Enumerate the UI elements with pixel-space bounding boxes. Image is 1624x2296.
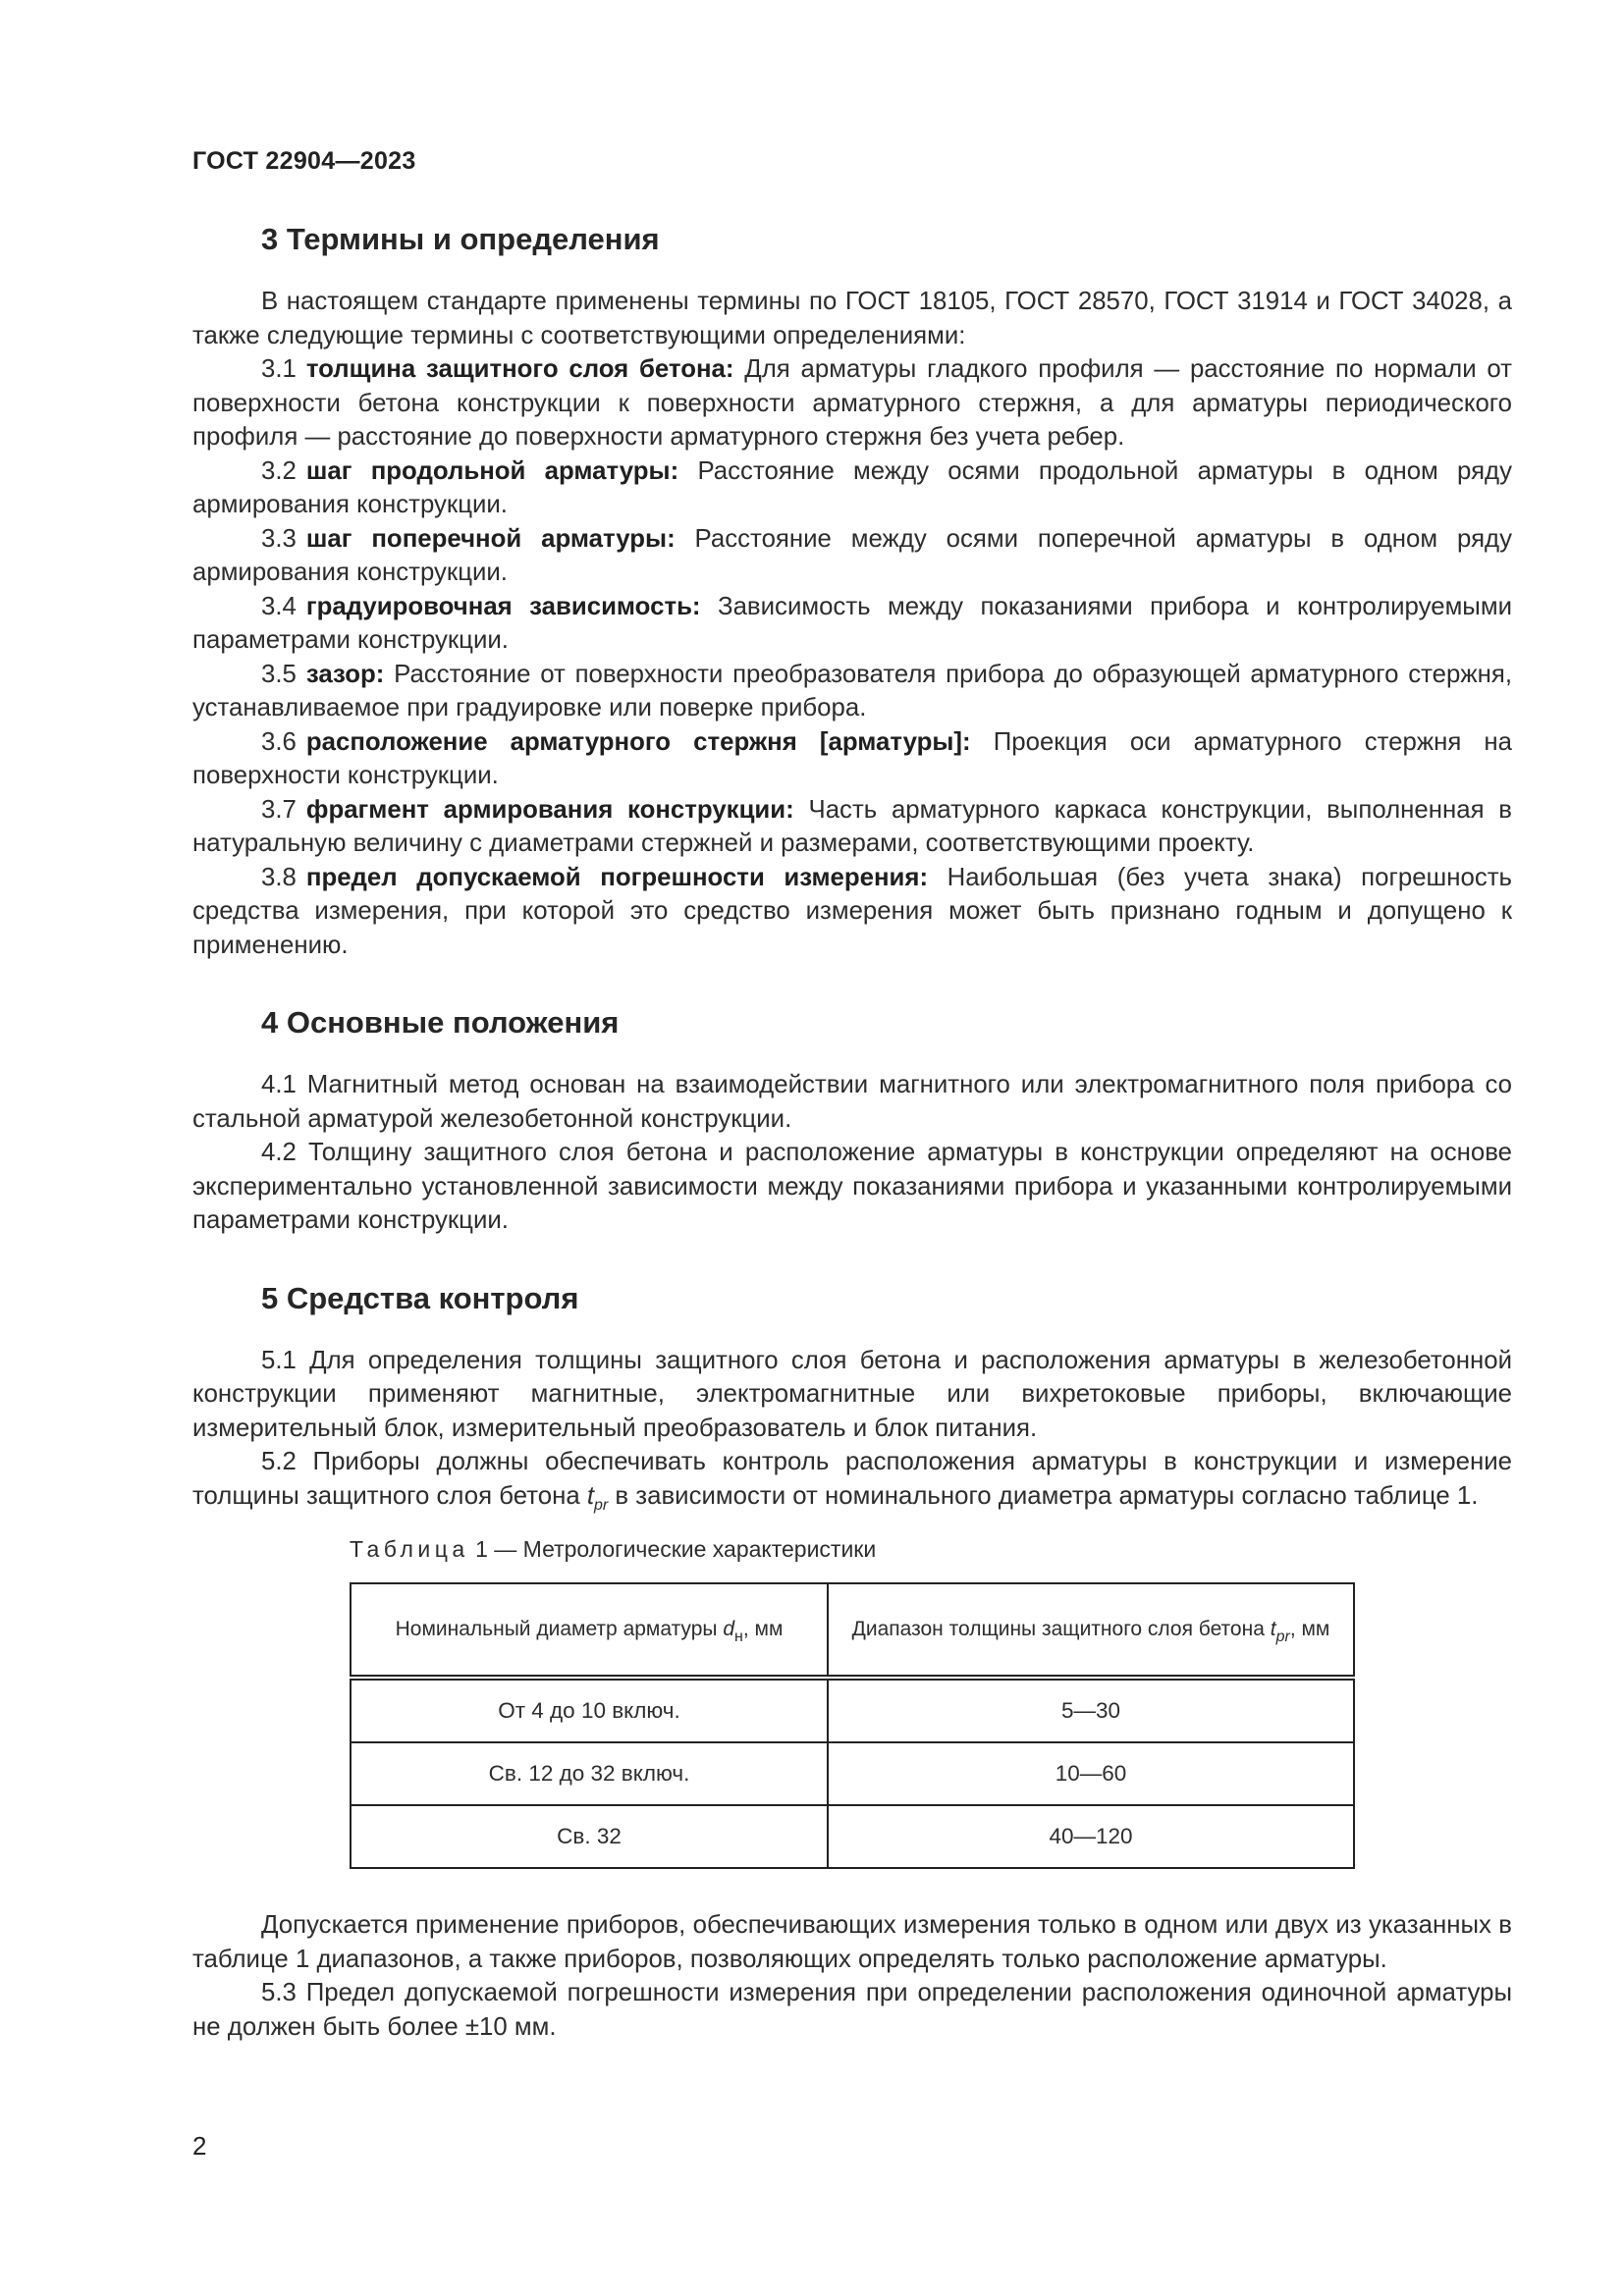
paragraph-text: 5.2 Приборы должны обеспечивать контроль расположения арматуры в конструкции и измерение толщины защитного слоя бетона bbox=[192, 1448, 1512, 1510]
variable-subscript: pr bbox=[594, 1496, 609, 1514]
term-name: градуировочная зависимость: bbox=[305, 592, 701, 620]
term-number: 3.2 bbox=[261, 456, 297, 485]
table-row bbox=[351, 1805, 1354, 1868]
section-3-title: 3 Термины и определения bbox=[261, 222, 660, 256]
cell-diameter: Св. 32 bbox=[351, 1805, 828, 1868]
cell-range: 40—120 bbox=[828, 1805, 1354, 1868]
term-3-7 bbox=[192, 793, 1512, 861]
term-number: 3.8 bbox=[261, 863, 297, 891]
header-text: Номинальный диаметр арматуры bbox=[395, 1618, 724, 1640]
table-row bbox=[351, 1742, 1354, 1805]
term-number: 3.3 bbox=[261, 524, 297, 553]
table-caption bbox=[350, 1536, 1512, 1563]
paragraph-4-1: 4.1 Магнитный метод основан на взаимодействии магнитного или электромагнитного поля прибора со стальной арматурой железобетонной конструкции. bbox=[192, 1071, 1512, 1133]
cell-range: 5—30 bbox=[828, 1678, 1354, 1742]
page-number: 2 bbox=[192, 2131, 207, 2161]
term-3-5 bbox=[192, 658, 1512, 725]
term-3-1 bbox=[192, 352, 1512, 454]
section-4-title: 4 Основные положения bbox=[261, 1005, 620, 1040]
term-3-6 bbox=[192, 725, 1512, 793]
term-number: 3.5 bbox=[261, 660, 297, 688]
term-definition: Часть арматурного каркаса конструкции, выполненная в натуральную величину с диаметрами стержней и размерами, соответствующими проекту. bbox=[192, 795, 1512, 857]
cell-range: 10—60 bbox=[828, 1742, 1354, 1805]
paragraph-5-2 bbox=[192, 1445, 1512, 1513]
variable-t: t bbox=[1270, 1618, 1276, 1640]
term-definition: Расстояние между осями поперечной арматуры в одном ряду армирования конструкции. bbox=[192, 524, 1512, 586]
document-body bbox=[192, 220, 1512, 2044]
section-5-title: 5 Средства контроля bbox=[261, 1280, 579, 1315]
term-3-2 bbox=[192, 454, 1512, 522]
term-name: предел допускаемой погрешности измерения: bbox=[305, 863, 929, 891]
term-number: 3.7 bbox=[261, 795, 297, 824]
column-header-range bbox=[828, 1583, 1354, 1678]
header-unit: , мм bbox=[1289, 1618, 1330, 1640]
term-name: толщина защитного слоя бетона: bbox=[305, 355, 734, 383]
table-header-row bbox=[351, 1583, 1354, 1678]
term-definition: Проекция оси арматурного стержня на поверхности конструкции. bbox=[192, 727, 1512, 789]
metrology-table bbox=[350, 1582, 1355, 1869]
table-caption-label: Таблица bbox=[350, 1536, 469, 1562]
header-unit: , мм bbox=[742, 1618, 784, 1640]
paragraph-5-3: 5.3 Предел допускаемой погрешности измерения при определении расположения одиночной арматуры не должен быть более ±10 мм. bbox=[192, 1979, 1512, 2041]
paragraph-4-2: 4.2 Толщину защитного слоя бетона и расположение арматуры в конструкции определяют на основе экспериментально установленной зависимости между показаниями прибора и указанными контролируемыми параметрами конструкции. bbox=[192, 1139, 1512, 1234]
term-3-3 bbox=[192, 522, 1512, 590]
term-name: фрагмент армирования конструкции: bbox=[305, 795, 794, 824]
variable-t: t bbox=[586, 1481, 595, 1510]
term-name: расположение арматурного стержня [арматуры]: bbox=[305, 727, 971, 756]
header-text: Диапазон толщины защитного слоя бетона bbox=[851, 1618, 1271, 1640]
paragraph-after-table: Допускается применение приборов, обеспечивающих измерения только в одном или двух из указанных в таблице 1 диапазонов, а также приборов, позволяющих определять только расположение арматуры. bbox=[192, 1911, 1512, 1973]
variable-subscript: pr bbox=[1275, 1629, 1290, 1645]
term-number: 3.1 bbox=[261, 355, 297, 383]
term-definition: Наибольшая (без учета знака) погрешность средства измерения, при которой это средство измерения может быть признано годным и допущено к применению. bbox=[192, 863, 1512, 959]
variable-d: d bbox=[723, 1618, 734, 1640]
variable-subscript: н bbox=[734, 1629, 743, 1645]
term-number: 3.6 bbox=[261, 727, 297, 756]
term-definition: Зависимость между показаниями прибора и контролируемыми параметрами конструкции. bbox=[192, 592, 1512, 654]
term-name: шаг продольной арматуры: bbox=[305, 456, 679, 485]
term-definition: Для арматуры гладкого профиля — расстояние по нормали от поверхности бетона конструкции к поверхности арматурного стержня, а для арматуры периодического профиля — расстояние до поверхности арматурного стержня без учета ребер. bbox=[192, 355, 1512, 451]
term-definition: Расстояние между осями продольной арматуры в одном ряду армирования конструкции. bbox=[192, 456, 1513, 518]
term-name: зазор: bbox=[305, 660, 385, 688]
term-number: 3.4 bbox=[261, 592, 297, 620]
column-header-diameter bbox=[351, 1583, 828, 1678]
term-definition: Расстояние от поверхности преобразователя прибора до образующей арматурного стержня, устанавливаемое при градуировке или поверке прибора. bbox=[192, 660, 1512, 721]
cell-diameter: От 4 до 10 включ. bbox=[351, 1678, 828, 1742]
term-3-8 bbox=[192, 861, 1512, 963]
table-caption-text: 1 — Метрологические характеристики bbox=[475, 1536, 877, 1562]
term-3-4 bbox=[192, 590, 1512, 658]
document-header: ГОСТ 22904—2023 bbox=[192, 147, 416, 175]
section-3-intro: В настоящем стандарте применены термины по ГОСТ 18105, ГОСТ 28570, ГОСТ 31914 и ГОСТ 34028, а также следующие термины с соответствующими определениями: bbox=[192, 288, 1512, 349]
paragraph-text: в зависимости от номинального диаметра арматуры согласно таблице 1. bbox=[608, 1481, 1479, 1510]
paragraph-5-1: 5.1 Для определения толщины защитного слоя бетона и расположения арматуры в железобетонной конструкции применяют магнитные, электромагнитные или вихретоковые приборы, включающие измерительный блок, измерительный преобразователь и блок питания. bbox=[192, 1346, 1512, 1442]
cell-diameter: Св. 12 до 32 включ. bbox=[351, 1742, 828, 1805]
term-name: шаг поперечной арматуры: bbox=[305, 524, 676, 553]
table-row bbox=[351, 1678, 1354, 1742]
